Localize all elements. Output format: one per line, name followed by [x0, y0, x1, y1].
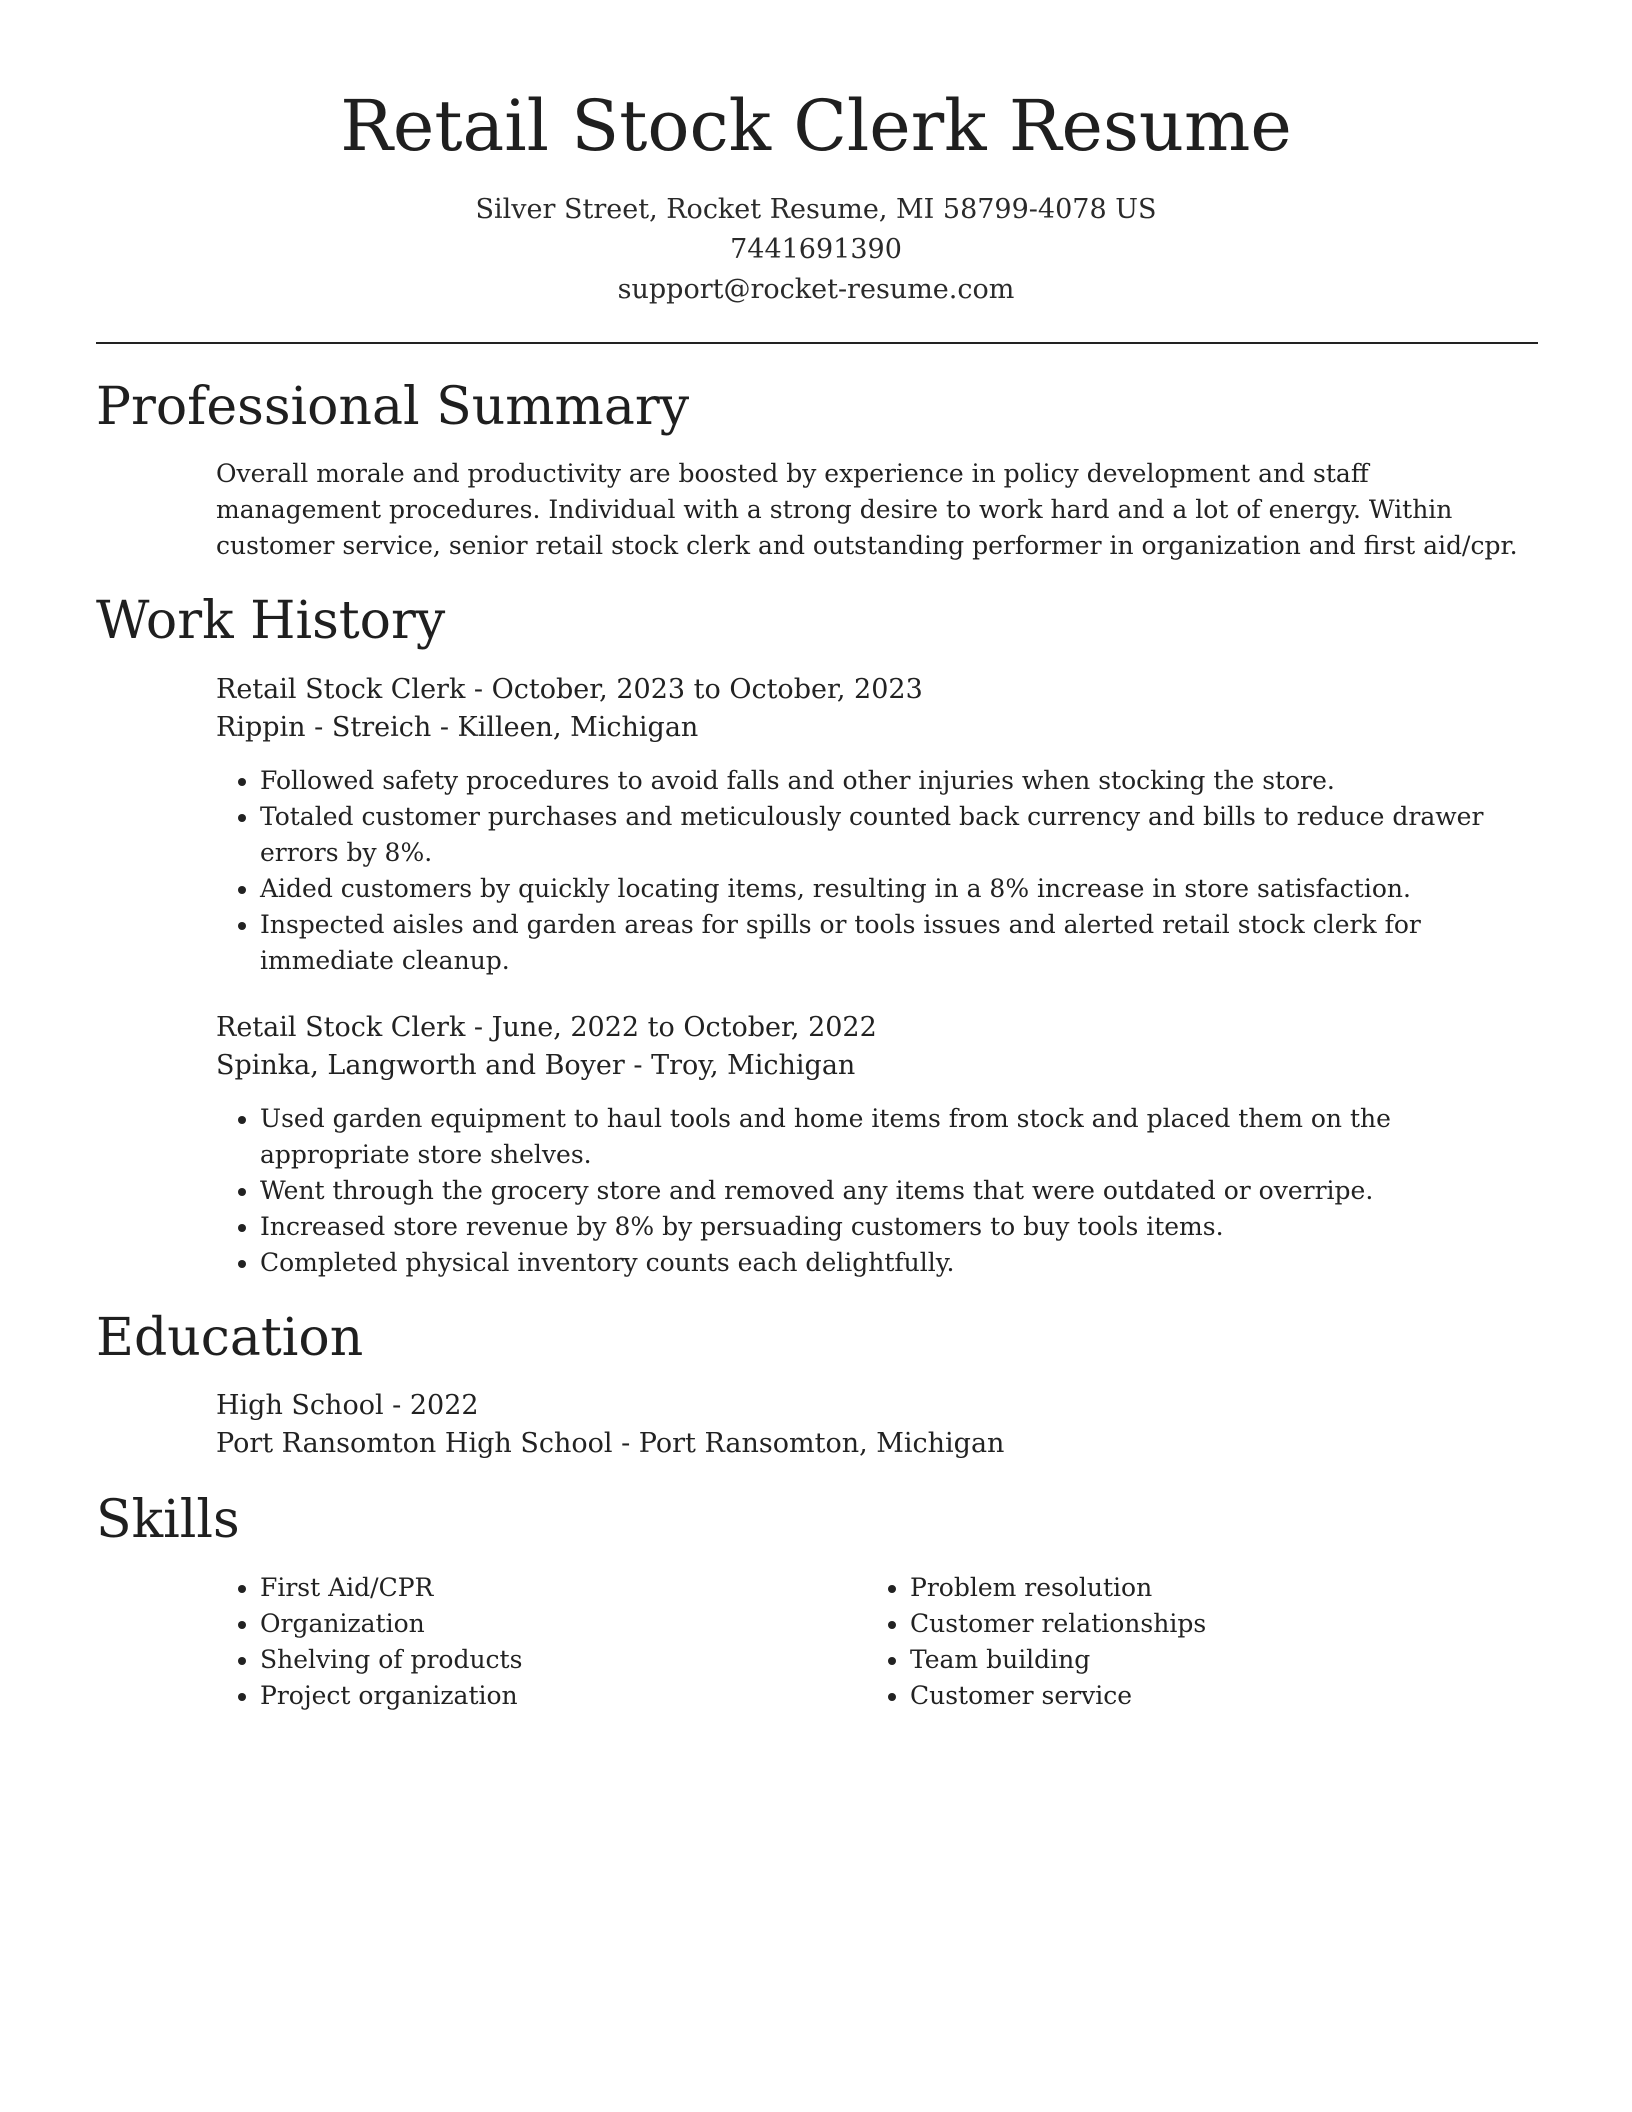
job-location: - Killeen, Michigan [431, 711, 699, 743]
job-title-line [216, 1009, 1538, 1047]
skills-list-left [216, 1570, 866, 1714]
job-company: Spinka, Langworth and Boyer [216, 1049, 625, 1081]
work-section [96, 590, 1538, 1280]
contact-block [0, 190, 1632, 310]
education-school: Port Ransomton High School [216, 1428, 613, 1460]
contact-address: Silver Street, Rocket Resume, MI 58799-4078 US [475, 194, 1157, 225]
skills-section [96, 1489, 1538, 1713]
job-role: Retail Stock Clerk [216, 1011, 466, 1043]
job-bullet: • Aided customers by quickly locating items, resulting in a 8% increase in store satisfaction. [260, 871, 1538, 907]
job-entry [216, 1009, 1538, 1281]
job-bullet: • Completed physical inventory counts each delightfully. [260, 1245, 1538, 1281]
job-title-line [216, 671, 1538, 709]
resume-title: Retail Stock Clerk Resume [340, 85, 1292, 167]
education-degree: High School [216, 1390, 384, 1422]
skill-item: • Project organization [260, 1678, 866, 1714]
skill-item: • First Aid/CPR [260, 1570, 866, 1606]
job-dates: - October, 2023 to October, 2023 [465, 673, 923, 705]
job-company: Rippin - Streich [216, 711, 432, 743]
job-company-line [216, 709, 1538, 747]
education-school-line [216, 1425, 1538, 1463]
job-bullet: • Totaled customer purchases and meticulously counted back currency and bills to reduce drawer errors by 8%. [260, 799, 1538, 871]
resume-header [0, 0, 1632, 310]
summary-section [96, 376, 1538, 564]
skills-grid [216, 1552, 1538, 1714]
education-heading: Education [96, 1307, 364, 1368]
skill-item: • Organization [260, 1606, 866, 1642]
summary-text: Overall morale and productivity are boosted by experience in policy development and staff management procedures. Individual with a strong desire to work hard and a lot of energy. Within customer service, senior retail stock clerk and outstanding performer in organization and first aid/cpr. [216, 459, 1518, 561]
work-heading: Work History [96, 591, 446, 652]
summary-heading: Professional Summary [96, 377, 690, 437]
job-bullet: • Increased store revenue by 8% by persuading customers to buy tools items. [260, 1209, 1538, 1245]
education-entry [216, 1387, 1538, 1463]
job-bullet: • Inspected aisles and garden areas for spills or tools issues and alerted retail stock clerk for immediate cleanup. [260, 907, 1538, 979]
skill-item: • Shelving of products [260, 1642, 866, 1678]
skill-item: • Customer service [910, 1678, 1516, 1714]
header-divider [96, 342, 1538, 344]
skills-list-right [866, 1570, 1516, 1714]
education-degree-line [216, 1387, 1538, 1425]
contact-email: support@rocket-resume.com [617, 274, 1015, 305]
skill-item: • Problem resolution [910, 1570, 1516, 1606]
job-bullet: • Followed safety procedures to avoid falls and other injuries when stocking the store. [260, 763, 1538, 799]
skill-item: • Customer relationships [910, 1606, 1516, 1642]
skill-item: • Team building [910, 1642, 1516, 1678]
education-location: - Port Ransomton, Michigan [612, 1428, 1005, 1460]
job-bullet: • Went through the grocery store and removed any items that were outdated or overripe. [260, 1173, 1538, 1209]
education-year: - 2022 [383, 1390, 479, 1422]
job-role: Retail Stock Clerk [216, 673, 466, 705]
resume-content [96, 376, 1538, 1714]
education-section [96, 1307, 1538, 1463]
skills-column-left [216, 1552, 866, 1714]
contact-phone: 7441691390 [730, 234, 902, 265]
job-bullets [216, 1101, 1538, 1281]
job-bullets [216, 763, 1538, 979]
skills-heading: Skills [96, 1490, 240, 1551]
job-company-line [216, 1047, 1538, 1085]
job-dates: - June, 2022 to October, 2022 [465, 1011, 877, 1043]
job-entry [216, 671, 1538, 979]
job-location: - Troy, Michigan [624, 1049, 856, 1081]
job-bullet: • Used garden equipment to haul tools and home items from stock and placed them on the appropriate store shelves. [260, 1101, 1538, 1173]
skills-column-right [866, 1552, 1516, 1714]
